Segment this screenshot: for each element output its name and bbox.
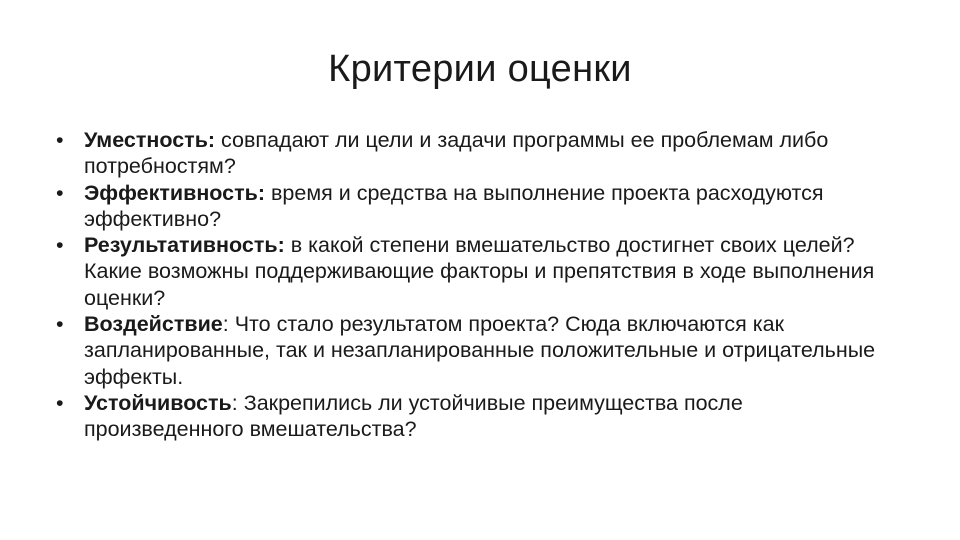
criterion-description: Закрепились ли устойчивые преимущества после произведенного вмешательства?	[84, 390, 743, 442]
list-item-efficiency	[56, 180, 906, 233]
criterion-term: Воздействие	[84, 312, 223, 337]
list-item-impact	[56, 311, 906, 390]
bullet-icon: •	[56, 390, 64, 415]
criterion-term: Уместность:	[84, 128, 216, 152]
slide-title: Критерии оценки	[328, 48, 632, 90]
bullet-icon: •	[56, 180, 64, 205]
criterion-term: Устойчивость	[84, 390, 232, 415]
bullet-icon: •	[56, 128, 64, 152]
criterion-term: Результативность:	[84, 233, 285, 258]
criterion-description: совпадают ли цели и задачи программы ее проблемам либо потребностям?	[84, 128, 829, 179]
bullet-icon: •	[56, 233, 64, 258]
criterion-description: Что стало результатом проекта? Сюда включаются как запланированные, так и незапланированные положительные и отрицательные эффекты.	[84, 312, 876, 389]
criterion-description: время и средства на выполнение проекта расходуются эффективно?	[84, 180, 824, 231]
list-item-sustainability	[56, 390, 906, 443]
bullet-icon: •	[56, 312, 64, 337]
criterion-separator: :	[222, 312, 229, 337]
list-item-effectiveness	[56, 232, 906, 311]
criterion-description: в какой степени вмешательство достигнет своих целей? Какие возможны поддерживающие факторы и препятствия в ходе выполнения оценки?	[84, 233, 875, 310]
criterion-term: Эффективность:	[84, 180, 266, 205]
list-item-relevance	[56, 127, 906, 180]
criteria-list	[56, 127, 906, 443]
criterion-separator: :	[231, 390, 238, 415]
